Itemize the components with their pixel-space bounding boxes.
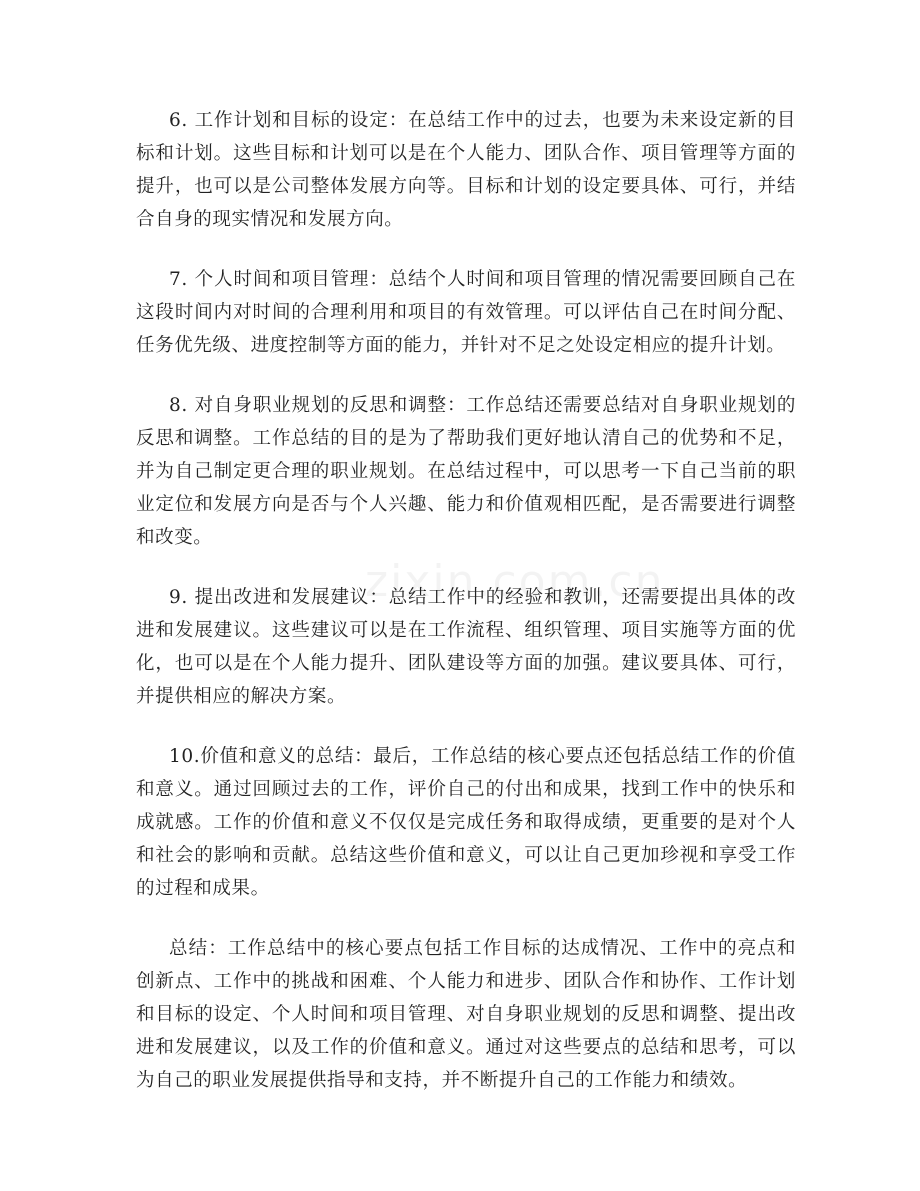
paragraph-item-8: 8. 对自身职业规划的反思和调整：工作总结还需要总结对自身职业规划的反思和调整。工作总结的目的是为了帮助我们更好地认清自己的优势和不足，并为自己制定更合理的职业规划。在总结过程中，可以思考一下自己当前的职业定位和发展方向是否与个人兴趣、能力和价值观相匹配，是否需要进行调整和改变。 <box>136 395 796 548</box>
paragraph-item-9: 9. 提出改进和发展建议：总结工作中的经验和教训，还需要提出具体的改进和发展建议。这些建议可以是在工作流程、组织管理、项目实施等方面的优化，也可以是在个人能力提升、团队建设等方面的加强。建议要具体、可行，并提供相应的解决方案。 <box>136 587 796 707</box>
paragraph-item-10: 10.价值和意义的总结：最后，工作总结的核心要点还包括总结工作的价值和意义。通过回顾过去的工作，评价自己的付出和成果，找到工作中的快乐和成就感。工作的价值和意义不仅仅是完成任务和取得成绩，更重要的是对个人和社会的影响和贡献。总结这些价值和意义，可以让自己更加珍视和享受工作的过程和成果。 <box>136 746 796 899</box>
paragraph-item-7: 7. 个人时间和项目管理：总结个人时间和项目管理的情况需要回顾自己在这段时间内对时间的合理利用和项目的有效管理。可以评估自己在时间分配、任务优先级、进度控制等方面的能力，并针对不足之处设定相应的提升计划。 <box>136 269 796 356</box>
paragraph-item-6: 6. 工作计划和目标的设定：在总结工作中的过去，也要为未来设定新的目标和计划。这些目标和计划可以是在个人能力、团队合作、项目管理等方面的提升，也可以是公司整体发展方向等。目标和计划的设定要具体、可行，并结合自身的现实情况和发展方向。 <box>136 110 796 230</box>
document-body <box>136 104 796 1124</box>
summary-paragraph: 总结：工作总结中的核心要点包括工作目标的达成情况、工作中的亮点和创新点、工作中的挑战和困难、个人能力和进步、团队合作和协作、工作计划和目标的设定、个人时间和项目管理、对自身职业规划的反思和调整、提出改进和发展建议，以及工作的价值和意义。通过对这些要点的总结和思考，可以为自己的职业发展提供指导和支持，并不断提升自己的工作能力和绩效。 <box>136 938 796 1091</box>
